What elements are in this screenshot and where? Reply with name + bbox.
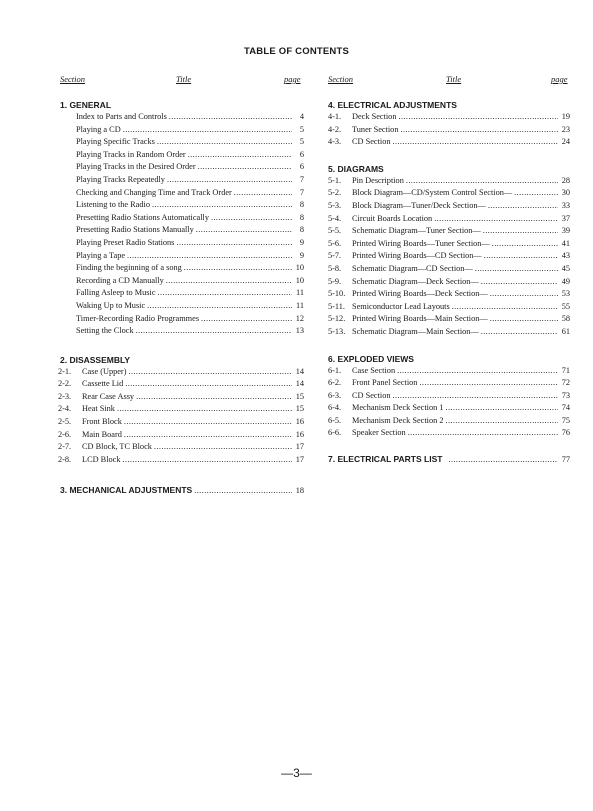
leader-dots <box>481 326 558 339</box>
entry-title: Printed Wiring Boards—Main Section— <box>352 314 488 324</box>
toc-entry <box>328 276 570 289</box>
page-number: 30 <box>561 188 570 198</box>
page-number: 11 <box>296 300 304 310</box>
page-number: 17 <box>295 442 304 452</box>
page-number: 8 <box>299 225 304 235</box>
toc-entry <box>76 224 304 237</box>
leader-dots <box>400 124 558 137</box>
column-header-section-left: Section <box>60 74 86 84</box>
entry-title: Front Block <box>82 417 122 427</box>
toc-entry <box>328 427 570 440</box>
page-number: 15 <box>295 391 304 401</box>
entry-title: Semiconductor Lead Layouts <box>352 301 450 311</box>
page-number: 6 <box>299 162 304 172</box>
page-number: 39 <box>561 226 570 236</box>
page-number: 61 <box>561 326 570 336</box>
entry-title: LCD Block <box>82 454 121 464</box>
page-number: 28 <box>561 175 570 185</box>
leader-dots <box>176 237 292 250</box>
entry-title: Checking and Changing Time and Track Order <box>76 187 232 197</box>
leader-dots <box>152 199 292 212</box>
page-title: TABLE OF CONTENTS <box>243 46 350 57</box>
toc-entry <box>58 391 304 404</box>
entry-title: Index to Parts and Controls <box>76 112 167 121</box>
leader-dots <box>123 454 293 467</box>
entry-title: Setting the Clock <box>76 326 134 336</box>
entry-title: Mechanism Deck Section 2 <box>352 415 444 425</box>
page-number: 74 <box>561 403 570 413</box>
page-number: 49 <box>561 276 570 286</box>
entry-number: 6-2. <box>328 378 342 388</box>
section-heading: 2. DISASSEMBLY <box>60 354 131 365</box>
section-general <box>60 99 304 338</box>
toc-entry <box>76 199 304 212</box>
toc-entry <box>328 365 570 378</box>
leader-dots <box>452 301 558 314</box>
entry-number: 4-1. <box>328 112 342 121</box>
leader-dots <box>147 300 292 313</box>
page-number: 14 <box>295 379 304 389</box>
page-number: 7 <box>299 174 304 184</box>
leader-dots <box>167 174 292 187</box>
leader-dots <box>169 111 292 124</box>
entry-title: Presetting Radio Stations Automatically <box>76 212 209 222</box>
page-number: 73 <box>561 390 570 400</box>
page-number: 12 <box>295 313 304 323</box>
toc-entry <box>76 212 304 225</box>
entry-number: 5-5. <box>328 226 342 236</box>
toc-entry <box>328 124 570 137</box>
entry-number: 2-4. <box>58 404 72 414</box>
page-number: 16 <box>295 429 304 439</box>
entry-number: 2-5. <box>58 417 72 427</box>
entry-number: 2-6. <box>58 429 72 439</box>
section-heading: 1. GENERAL <box>60 100 112 110</box>
entry-number: 2-7. <box>58 442 72 452</box>
leader-dots <box>127 250 292 263</box>
entry-title: Block Diagram—Tuner/Deck Section— <box>352 200 486 210</box>
entry-title: Schematic Diagram—Deck Section— <box>352 276 479 286</box>
leader-dots <box>194 486 292 495</box>
leader-dots <box>397 365 558 378</box>
entry-title: Playing Preset Radio Stations <box>76 237 175 247</box>
section-exploded-views <box>328 353 570 441</box>
entry-title: Main Board <box>82 429 122 439</box>
leader-dots <box>125 378 292 391</box>
entry-title: Front Panel Section <box>352 378 418 388</box>
entry-title: Playing a CD <box>76 124 121 134</box>
entry-number: 2-2. <box>58 379 72 389</box>
page-number: 16 <box>295 417 304 427</box>
leader-dots <box>123 124 292 137</box>
section-disassembly <box>60 354 304 467</box>
toc-entry <box>328 136 570 149</box>
entry-number: 5-12. <box>328 314 346 324</box>
leader-dots <box>158 287 292 300</box>
entry-number: 2-1. <box>58 366 72 376</box>
toc-entry <box>76 111 304 124</box>
entry-title: Timer-Recording Radio Programmes <box>76 313 200 323</box>
page-number: 75 <box>561 415 570 425</box>
toc-entry <box>328 288 570 301</box>
leader-dots <box>406 175 558 188</box>
page-number: 18 <box>295 486 304 495</box>
entry-title: Schematic Diagram—Tuner Section— <box>352 226 481 236</box>
column-header-title-left: Title <box>176 74 192 84</box>
page-number: 43 <box>561 251 570 261</box>
toc-entry <box>76 237 304 250</box>
column-header-title-right: Title <box>446 74 462 84</box>
entry-title: Pin Description <box>352 175 404 185</box>
page-number: 55 <box>561 301 570 311</box>
entry-title: Printed Wiring Boards—CD Section— <box>352 251 482 261</box>
section-heading: 7. ELECTRICAL PARTS LIST <box>328 454 443 465</box>
leader-dots <box>393 136 559 149</box>
entry-title: Case (Upper) <box>82 366 127 376</box>
column-header-page-right: page <box>551 74 568 84</box>
page-number: 14 <box>295 366 304 376</box>
entry-number: 5-11. <box>328 301 345 311</box>
leader-dots <box>154 441 292 454</box>
leader-dots <box>434 213 558 226</box>
page-number: 77 <box>561 455 570 465</box>
page-number: 10 <box>295 263 304 273</box>
leader-dots <box>124 429 292 442</box>
entry-title: Schematic Diagram—CD Section— <box>352 263 473 273</box>
page-number: 72 <box>561 378 570 388</box>
toc-entry <box>76 275 304 288</box>
leader-dots <box>188 149 292 162</box>
toc-entry <box>76 149 304 162</box>
toc-left-column <box>60 99 304 466</box>
entry-number: 6-1. <box>328 365 342 375</box>
leader-dots <box>124 416 292 429</box>
entry-number: 5-3. <box>328 200 342 210</box>
entry-title: Rear Case Assy <box>82 391 135 401</box>
page-number: 37 <box>561 213 570 223</box>
entry-title: Printed Wiring Boards—Tuner Section— <box>352 238 490 248</box>
entry-number: 5-7. <box>328 251 342 261</box>
toc-entry <box>328 250 570 263</box>
page-number: 41 <box>561 238 570 248</box>
toc-entry <box>58 366 304 379</box>
entry-title: Playing Specific Tracks <box>76 137 155 147</box>
toc-entry <box>58 403 304 416</box>
page-number: 5 <box>299 137 304 147</box>
section-heading: 6. EXPLODED VIEWS <box>328 353 414 364</box>
leader-dots <box>419 377 558 390</box>
page-number: 8 <box>299 200 304 210</box>
page-number: 76 <box>561 428 570 438</box>
toc-entry <box>328 175 570 188</box>
section-heading: 3. MECHANICAL ADJUSTMENTS <box>60 485 193 495</box>
toc-entry <box>328 187 570 200</box>
toc-entry <box>328 415 570 428</box>
toc-entry <box>58 378 304 391</box>
toc-entry <box>58 429 304 442</box>
leader-dots <box>196 224 292 237</box>
toc-entry <box>76 174 304 187</box>
toc-entry <box>328 111 570 124</box>
leader-dots <box>184 262 292 275</box>
page-number: 9 <box>299 237 304 247</box>
toc-entry <box>76 136 304 149</box>
page-number: 13 <box>295 326 304 336</box>
entry-number: 5-4. <box>328 213 342 223</box>
leader-dots <box>448 455 558 464</box>
page-number: 24 <box>561 137 570 147</box>
entry-number: 5-13. <box>328 326 346 336</box>
entry-title: Tuner Section <box>352 124 399 134</box>
leader-dots <box>393 390 559 403</box>
toc-entry <box>328 402 570 415</box>
entry-title: Schematic Diagram—Main Section— <box>352 326 479 336</box>
leader-dots <box>166 275 292 288</box>
toc-entry <box>76 325 304 338</box>
page-number: 17 <box>295 454 304 464</box>
leader-dots <box>128 366 292 379</box>
page-number: 11 <box>296 288 304 298</box>
page-number: 8 <box>299 212 304 222</box>
entry-title: CD Section <box>352 137 391 147</box>
leader-dots <box>483 225 558 238</box>
toc-entry <box>76 250 304 263</box>
entry-title: Cassette Lid <box>82 379 124 389</box>
section-heading: 4. ELECTRICAL ADJUSTMENTS <box>328 100 457 110</box>
page-number: 15 <box>295 404 304 414</box>
entry-number: 5-6. <box>328 238 342 248</box>
page-number: 53 <box>561 289 570 299</box>
toc-entry <box>328 238 570 251</box>
leader-dots <box>475 263 558 276</box>
entry-number: 6-3. <box>328 390 342 400</box>
entry-title: Listening to the Radio <box>76 200 150 210</box>
entry-title: Recording a CD Manually <box>76 275 164 285</box>
toc-entry <box>76 187 304 200</box>
entry-number: 6-4. <box>328 403 342 413</box>
entry-number: 4-3. <box>328 137 342 147</box>
toc-right-column <box>328 99 570 465</box>
section-mechanical-adjustments <box>60 484 304 496</box>
entry-title: Speaker Section <box>352 428 406 438</box>
entry-title: Playing a Tape <box>76 250 126 260</box>
toc-entry <box>76 161 304 174</box>
page-number: 6 <box>299 149 304 159</box>
section-heading: 5. DIAGRAMS <box>328 163 384 174</box>
leader-dots <box>234 187 292 200</box>
leader-dots <box>198 161 292 174</box>
toc-entry <box>76 262 304 275</box>
entry-title: Playing Tracks in Random Order <box>76 149 186 159</box>
entry-number: 5-1. <box>328 175 342 185</box>
entry-title: Circuit Boards Location <box>352 213 433 223</box>
toc-entry <box>328 301 570 314</box>
leader-dots <box>488 200 558 213</box>
page-number: 23 <box>561 124 570 134</box>
leader-dots <box>398 111 558 124</box>
page-number: 33 <box>561 200 570 210</box>
page-number: 9 <box>299 250 304 260</box>
entry-title: Printed Wiring Boards—Deck Section— <box>352 289 488 299</box>
leader-dots <box>490 288 558 301</box>
toc-entry <box>328 326 570 339</box>
entry-title: Finding the beginning of a song <box>76 263 182 273</box>
leader-dots <box>157 136 292 149</box>
page-number: 58 <box>561 314 570 324</box>
toc-entry <box>58 454 304 467</box>
page-number: 71 <box>561 365 570 375</box>
entry-number: 5-10. <box>328 289 346 299</box>
section-electrical-adjustments <box>328 99 570 149</box>
toc-entry <box>58 441 304 454</box>
page-number: 4 <box>299 112 304 121</box>
toc-entry <box>58 416 304 429</box>
toc-entry <box>76 124 304 137</box>
entry-title: Playing Tracks Repeatedly <box>76 174 165 184</box>
leader-dots <box>117 403 292 416</box>
leader-dots <box>484 250 558 263</box>
toc-entry <box>328 390 570 403</box>
toc-entry <box>328 377 570 390</box>
leader-dots <box>492 238 558 251</box>
entry-title: Playing Tracks in the Desired Order <box>76 162 196 172</box>
entry-number: 2-8. <box>58 454 72 464</box>
leader-dots <box>490 313 558 326</box>
leader-dots <box>136 325 292 338</box>
page-number: 45 <box>561 263 570 273</box>
column-header-section-right: Section <box>328 74 354 84</box>
entry-number: 6-5. <box>328 415 342 425</box>
toc-entry <box>328 225 570 238</box>
toc-entry <box>76 300 304 313</box>
entry-title: Falling Asleep to Music <box>76 288 156 298</box>
section-diagrams <box>328 163 570 339</box>
column-header-page-left: page <box>284 74 301 84</box>
toc-entry <box>328 200 570 213</box>
toc-entry <box>76 313 304 326</box>
entry-title: Waking Up to Music <box>76 300 146 310</box>
leader-dots <box>136 391 292 404</box>
entry-title: CD Block, TC Block <box>82 442 152 452</box>
entry-number: 5-9. <box>328 276 342 286</box>
entry-title: Deck Section <box>352 112 397 121</box>
entry-number: 5-8. <box>328 263 342 273</box>
section-electrical-parts-list <box>328 453 570 465</box>
toc-entry <box>328 313 570 326</box>
toc-entry <box>328 263 570 276</box>
toc-entry <box>76 287 304 300</box>
page-number: 19 <box>561 112 570 121</box>
entry-number: 2-3. <box>58 391 72 401</box>
entry-title: Block Diagram—CD/System Control Section— <box>352 188 513 198</box>
page-number: 7 <box>299 187 304 197</box>
toc-entry <box>328 213 570 226</box>
leader-dots <box>481 276 558 289</box>
leader-dots <box>201 313 292 326</box>
entry-title: Case Section <box>352 365 396 375</box>
entry-title: CD Section <box>352 390 391 400</box>
entry-number: 5-2. <box>328 188 342 198</box>
entry-number: 6-6. <box>328 428 342 438</box>
entry-title: Presetting Radio Stations Manually <box>76 225 194 235</box>
page-number: 10 <box>295 275 304 285</box>
leader-dots <box>211 212 292 225</box>
page-number-footer: —3— <box>281 766 312 780</box>
leader-dots <box>445 415 558 428</box>
entry-number: 4-2. <box>328 124 342 134</box>
leader-dots <box>408 427 558 440</box>
entry-title: Heat Sink <box>82 404 115 414</box>
leader-dots <box>445 402 558 415</box>
leader-dots <box>514 187 558 200</box>
entry-title: Mechanism Deck Section 1 <box>352 403 444 413</box>
page-number: 5 <box>299 124 304 134</box>
